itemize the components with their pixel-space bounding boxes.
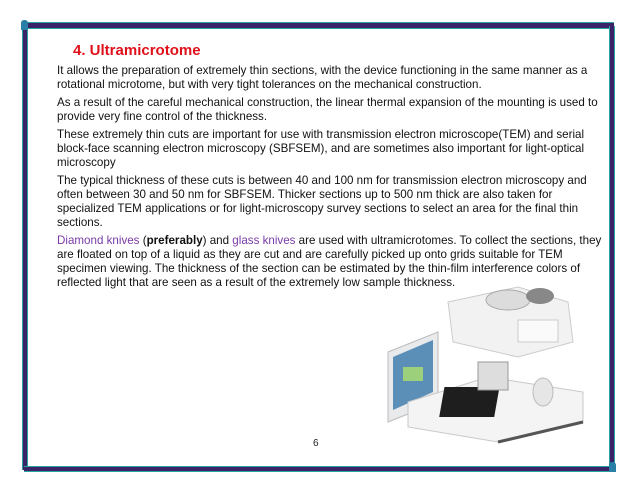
border-corner-cap [21,20,28,30]
paragraph: As a result of the careful mechanical construction, the linear thermal expansion of the mounting is used to provide very fine control of the thickness. [57,96,598,123]
slide-content [57,42,605,294]
text: are used with ultramicrotomes. To collect the sections, they are floated on top of a liquid as they are cut and are carefully picked up onto grids suitable for TEM specimen viewing. The thickness of the section can be estimated by the thin-film interference colors of reflected light that are seen as a result of the extremely low sample thickness. [57,234,602,289]
ultramicrotome-image [368,282,593,447]
glass-knives-text: glass knives [232,234,296,247]
paragraph: These extremely thin cuts are important for use with transmission electron microscope(TEM) and serial block-face scanning electron microscopy (SBFSEM), and are sometimes also important for light-optical microscopy [57,128,585,169]
diamond-knives-text: Diamond knives [57,234,140,247]
paragraph: It allows the preparation of extremely thin sections, with the device functioning in the same manner as a rotational microtome, but with very tight tolerances on the mechanical construction. [57,64,588,91]
slide-title: 4. Ultramicrotome [73,42,201,59]
paragraph: The typical thickness of these cuts is between 40 and 100 nm for transmission electron microscopy and often between 30 and 50 nm for SBFSEM. Thicker sections up to 500 nm thick are also taken for specialized TEM applications or for light-microscopy survey sections to select an area for the final thin sections. [57,174,587,229]
text: ) and [202,234,233,247]
border-left [22,24,28,470]
preferably-text: preferably [146,234,203,247]
border-corner-cap [609,462,616,472]
border-bottom [24,466,612,472]
border-right [609,26,615,469]
border-top [23,22,614,29]
text: ( [139,234,147,247]
page-number: 6 [313,438,319,449]
